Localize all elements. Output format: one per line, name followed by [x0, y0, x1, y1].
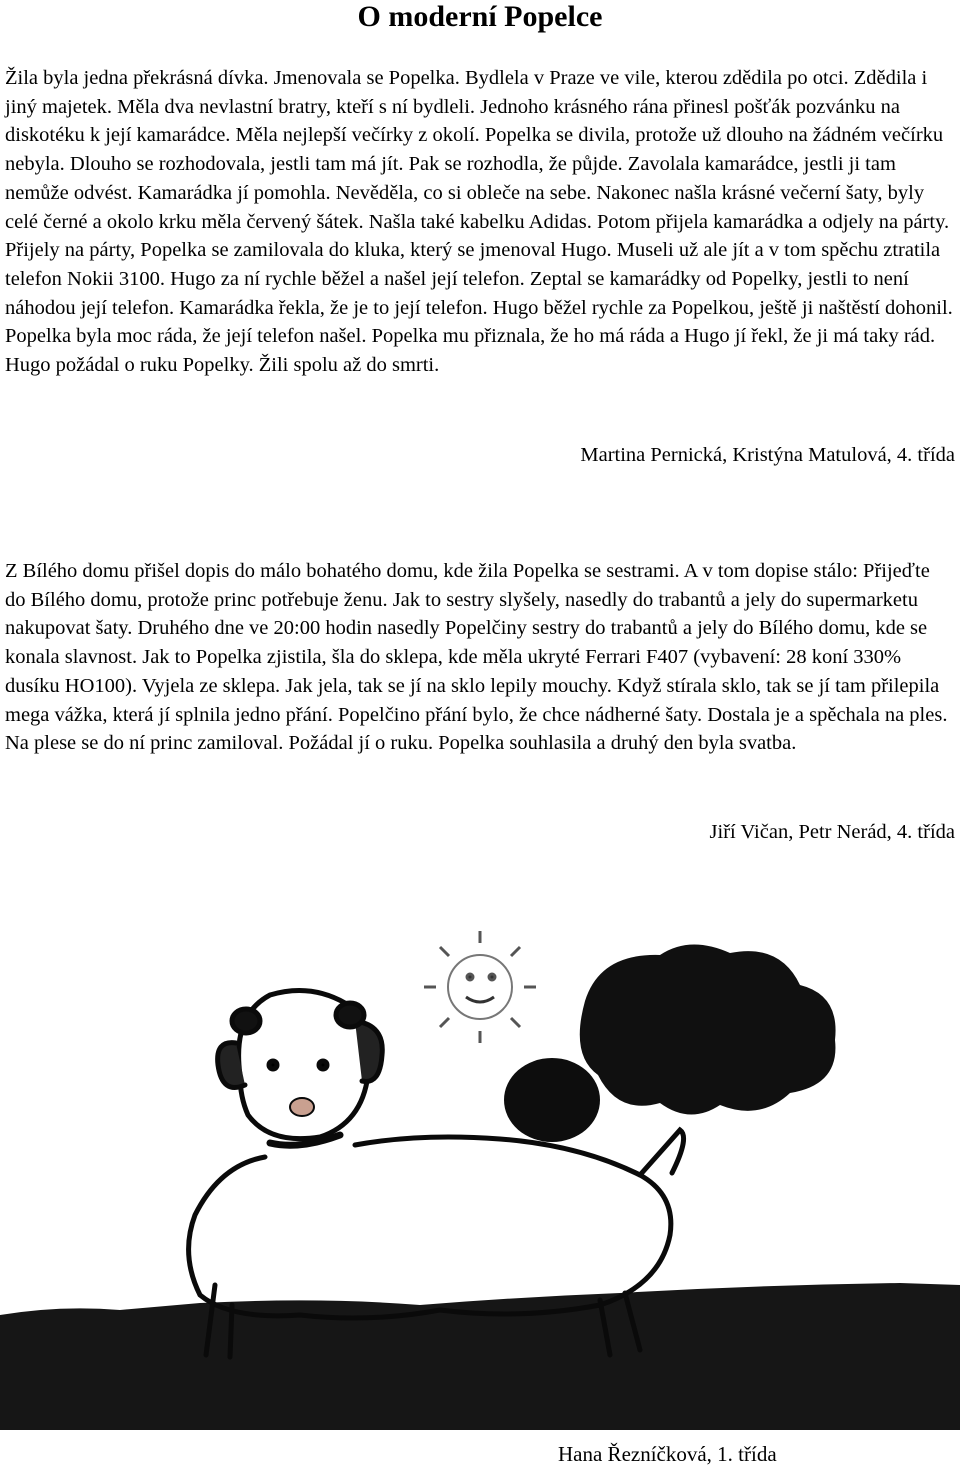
story-1-text: Žila byla jedna překrásná dívka. Jmenovala se Popelka. Bydlela v Praze ve vile, kterou zdědila po otci. Zdědila i jiný majetek. Měla dva nevlastní bratry, kteří s ní bydleli. Jednoho krásného rána přinesl pošťák pozvánku na diskotéku k její kamarádce. Měla nejlepší večírky z okolí. Popelka se divila, protože už dlouho na žádném večírku nebyla. Dlouho se rozhodovala, jestli tam má jít. Pak se rozhodla, že půjde. Zavolala kamarádce, jestli ji tam nemůže odvést. Kamarádka jí pomohla. Nevěděla, co si obleče na sebe. Nakonec našla krásné večerní šaty, byly celé černé a okolo krku měla červený šátek. Našla také kabelku Adidas. Potom přijela kamarádka a odjely na párty. Přijely na párty, Popelka se zamilovala do kluka, který se jmenoval Hugo. Museli už ale jít a v tom spěchu ztratila telefon Nokii 3100. Hugo za ní rychle běžel a našel její telefon. Zeptal se kamarádky od Popelky, jestli to není náhodou její telefon. Kamarádka řekla, že je to její telefon. Hugo běžel rychle za Popelkou, ještě ji naštěstí dohonil. Popelka byla moc ráda, že její telefon našel. Popelka mu přiznala, že ho má ráda a Hugo jí řekl, že ji má taky rád. Hugo požádal o ruku Popelky. Žili spolu až do smrti.	[5, 67, 953, 377]
child-drawing-dog	[0, 925, 960, 1430]
ground	[0, 1283, 960, 1430]
page-title: O moderní Popelce	[357, 0, 603, 33]
ball	[504, 1058, 600, 1142]
story-2-text: Z Bílého domu přišel dopis do málo bohatého domu, kde žila Popelka se sestrami. A v tom dopise stálo: Přijeďte do Bílého domu, protože princ potřebuje ženu. Jak to sestry slyšely, nasedly do trabantů a jely do supermarketu nakupovat šaty. Druhého dne ve 20:00 hodin nasedly Popelčiny sestry do trabantů a jely do Bílého domu, kde se konala slavnost. Jak to Popelka zjistila, šla do sklepa, kde měla ukryté Ferrari F407 (vybavení: 28 koní 330% dusíku HO100). Vyjela ze sklepa. Jak jela, tak se jí na sklo lepily mouchy. Když stírala sklo, tak se jí tam přilepila mega vážka, která jí splnila jedno přání. Popelčino přání bylo, že chce nádherné šaty. Dostala je a spěchala na ples. Na plese se do ní princ zamiloval. Požádal jí o ruku. Popelka souhlasila a druhý den byla svatba.	[5, 560, 948, 755]
sun	[424, 931, 536, 1043]
illustration-credit: Hana Řezníčková, 1. třída	[558, 1442, 777, 1466]
cloud	[580, 944, 836, 1114]
story-2-byline: Jiří Vičan, Petr Nerád, 4. třída	[709, 821, 955, 843]
story-1-byline: Martina Pernická, Kristýna Matulová, 4. třída	[580, 444, 955, 466]
